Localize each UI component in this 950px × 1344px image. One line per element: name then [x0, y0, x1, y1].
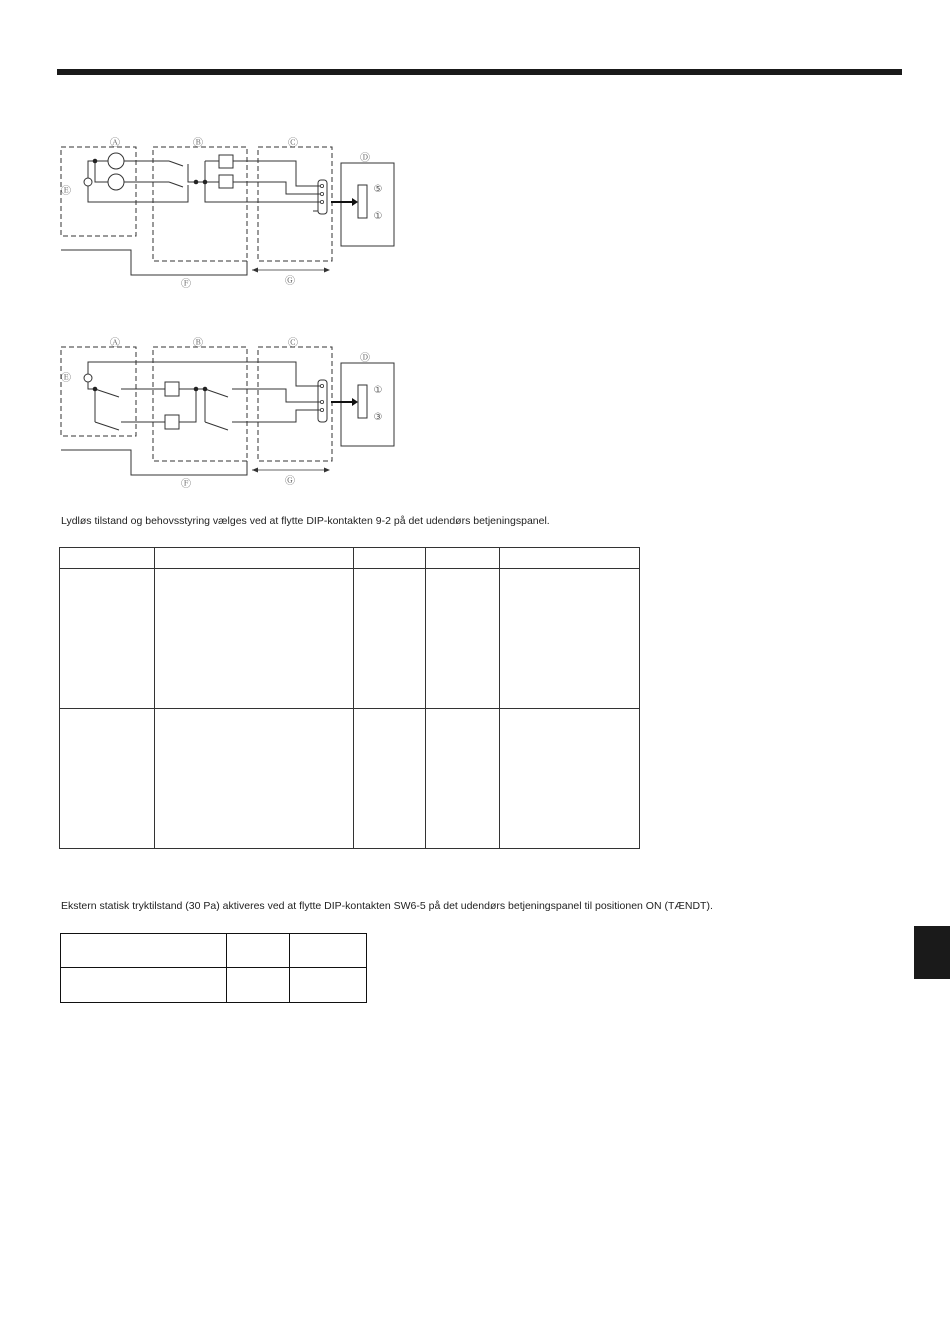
box-a — [61, 147, 136, 236]
label-g: Ⓖ — [285, 276, 295, 287]
wiring-diagram-1 — [0, 130, 420, 290]
table-header-row — [60, 548, 640, 569]
label-b: Ⓑ — [193, 338, 203, 349]
box-c — [258, 147, 332, 261]
box-b — [153, 347, 247, 461]
table-row — [60, 569, 640, 709]
language-tab — [914, 926, 950, 979]
label-g: Ⓖ — [285, 476, 295, 487]
label-a: Ⓐ — [110, 138, 120, 149]
label-f: Ⓕ — [181, 279, 191, 290]
dip-switch-paragraph: Lydløs tilstand og behovsstyring vælges ved at flytte DIP-kontakten 9-2 på det udendørs betjeningspanel. — [61, 515, 550, 527]
box-c — [258, 347, 332, 461]
label-c: Ⓒ — [288, 338, 298, 349]
label-a: Ⓐ — [110, 338, 120, 349]
wiring-diagram-2 — [0, 330, 420, 490]
terminal-label-bottom: ③ — [373, 412, 383, 423]
silent-mode-table — [59, 547, 640, 849]
label-e: Ⓔ — [61, 186, 71, 197]
header-rule — [57, 69, 902, 75]
label-d: Ⓓ — [360, 153, 370, 164]
label-e: Ⓔ — [61, 373, 71, 384]
static-pressure-paragraph: Ekstern statisk tryktilstand (30 Pa) aktiveres ved at flytte DIP-kontakten SW6-5 på det udendørs betjeningspanel til positionen ON (TÆNDT). — [61, 900, 713, 912]
table-header-row — [61, 934, 367, 968]
label-b: Ⓑ — [193, 138, 203, 149]
label-f: Ⓕ — [181, 479, 191, 490]
terminal-label-top: ⑤ — [373, 184, 383, 195]
terminal-label-top: ① — [373, 385, 383, 396]
label-d: Ⓓ — [360, 353, 370, 364]
table-row — [61, 968, 367, 1003]
table-row — [60, 709, 640, 849]
terminal-label-bottom: ① — [373, 211, 383, 222]
static-pressure-table — [60, 933, 367, 1003]
label-c: Ⓒ — [288, 138, 298, 149]
